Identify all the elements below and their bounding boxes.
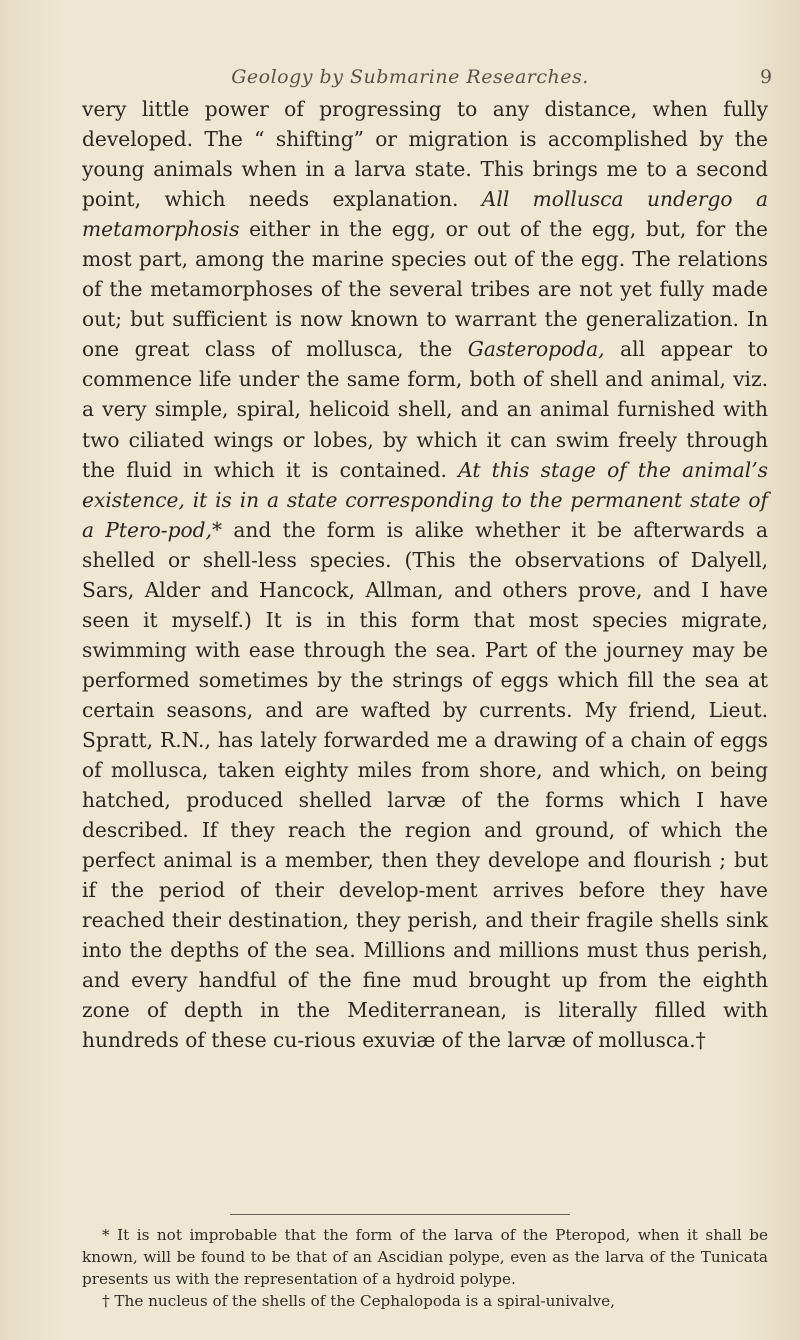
footnote-star (82, 1224, 768, 1290)
footnotes (82, 1224, 768, 1312)
italic-run: All mollusca undergo a metamorphosis (82, 187, 768, 242)
text-run: very little power of progressing to any distance, when fully developed. The “ shifting” or migration is accomplished by the young animals when in a larva state. This brings me to a second point, which needs explanation. (82, 97, 768, 212)
italic-run: Gasteropoda, (467, 337, 605, 362)
footnote-dagger-text: † The nucleus of the shells of the Cephalopoda is a spiral-univalve, (102, 1292, 615, 1310)
text-run: * and the form is alike whether it be afterwards a shelled or shell-less species. (This the observations of Dalyell, Sars, Alder and Hancock, Allman, and others prove, and I have seen it myself.) It is in this form that most species migrate, swimming with ease through the sea. Part of the journey may be performed sometimes by the strings of eggs which fill the sea at certain seasons, and are wafted by currents. My friend, Lieut. Spratt, R.N., has lately forwarded me a drawing of a chain of eggs of mollusca, taken eighty miles from shore, and which, on being hatched, produced shelled larvæ of the forms which I have described. If they reach the region and ground, of which the perfect animal is a member, then they develope and flourish ; but if the period of their develop-ment arrives before they have reached their destination, they perish, and their fragile shells sink into the depths of the sea. Millions and millions must thus perish, and every handful of the fine mud brought up from the eighth zone of depth in the Mediterranean, is literally filled with hundreds of these cu-rious exuviæ of the larvæ of mollusca.† (82, 517, 769, 1053)
footnote-divider (230, 1214, 570, 1215)
text-run: either in the egg, or out of the egg, but, for the most part, among the marine species out of the egg. The relations of the metamorphoses of the several tribes are not yet fully made out; but sufficient is now known to warrant the generalization. In one great class of mollusca, the (82, 217, 768, 362)
footnote-star-text: * It is not improbable that the form of the larva of the Pteropod, when it shall be known, will be found to be that of an Ascidian polype, even as the larva of the Tunicata presents us with the representation of a hydroid polype. (82, 1226, 768, 1288)
footnote-dagger (82, 1290, 768, 1312)
paragraph (82, 94, 768, 1056)
running-title: Geology by Submarine Researches. (231, 66, 589, 88)
italic-run: At this stage of the animal’s existence, it is in a state corresponding to the permanent state of a Ptero-pod, (82, 457, 768, 542)
text-run: all appear to commence life under the same form, both of shell and animal, viz. a very simple, spiral, helicoid shell, and an animal furnished with two ciliated wings or lobes, by which it can swim freely through the fluid in which it is contained. (82, 337, 768, 482)
main-text (82, 94, 768, 1056)
page-number: 9 (760, 66, 773, 88)
